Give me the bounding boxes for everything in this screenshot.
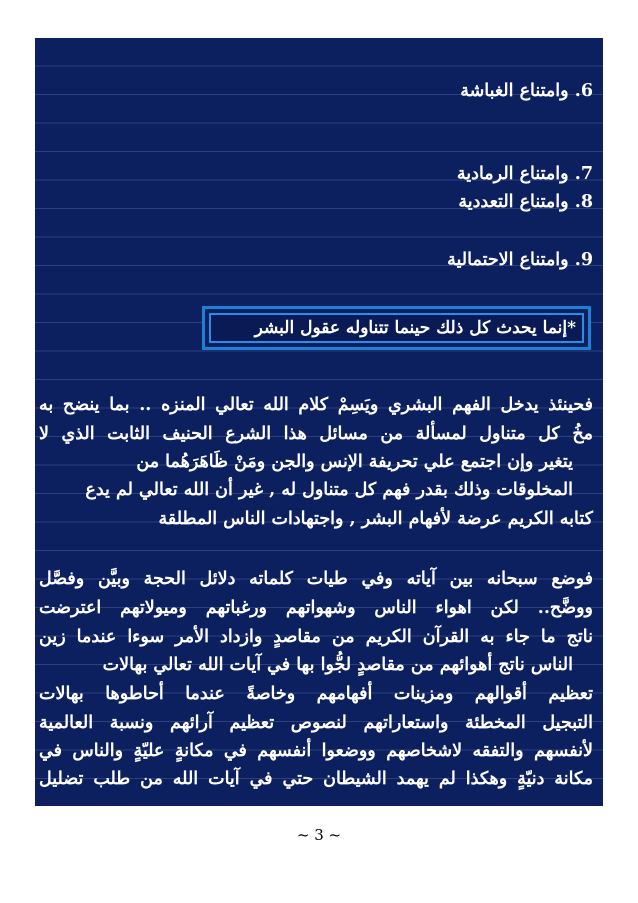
list-item-7: 7. وامتناع الرمادية	[456, 164, 593, 184]
paragraph2-line-5: تعظيم أقوالهم ومزينات أفهامهم وخاصةً عندما أحاطوها بهالات	[39, 684, 593, 704]
paragraph2-line-2: ووضَّح.. لكن اهواء الناس وشهواتهم ورغباتهم وميولاتهم اعترضت	[39, 598, 593, 618]
paragraph2-line-1: فوضع سبحانه بين آياته وفي طيات كلماته دلائل الحجة وبيَّن وفصَّل	[39, 569, 593, 589]
callout-box	[202, 306, 591, 350]
paragraph2-line-8: مكانة دنيّةٍ وهكذا لم يهمد الشيطان حتي في آيات الله من طلب تضليل	[39, 769, 593, 789]
paragraph1-line-4: المخلوقات وذلك بقدر فهم كل متناول له , غير أن الله تعالي لم يدع	[85, 480, 573, 500]
list-item-6: 6. وامتناع الغباشة	[460, 81, 593, 101]
page-number: ~ 3 ~	[296, 826, 342, 844]
list-item-9: 9. وامتناع الاحتمالية	[447, 250, 593, 270]
list-item-8: 8. وامتناع التعددية	[458, 192, 593, 212]
paragraph2-line-3: ناتج ما جاء به القرآن الكريم من مقاصدٍ وازداد الأمر سوءا عندما زين	[39, 627, 593, 647]
document-panel	[35, 38, 603, 806]
paragraph1-line-1: فحينئذ يدخل الفهم البشري ويَسِمْ كلام الله تعالي المنزه .. بما ينضح به	[39, 395, 593, 415]
callout-text: *إنما يحدث كل ذلك حينما تتناوله عقول البشر	[254, 318, 576, 338]
callout-inner-frame	[209, 313, 584, 343]
paragraph1-line-3: يتغير وإن اجتمع علي تحريفة الإنس والجن ومَنْ ظَاهَرَهُما من	[136, 452, 573, 472]
paragraph2-line-6: التبجيل المخطئة واستعاراتهم لنصوص تعظيم آرائهم ونسبة العالمية	[39, 713, 593, 733]
paragraph1-line-5: كتابه الكريم عرضة لأفهام البشر , واجتهادات الناس المطلقة	[158, 509, 593, 529]
paragraph2-line-4: الناس ناتج أهوائهم من مقاصدٍ لجُّوا بها في آيات الله تعالي بهالات	[102, 655, 573, 675]
paragraph2-line-7: لأنفسهم والتفقه لاشخاصهم ووضعوا أنفسهم في مكانةٍ عليّةٍ والناس في	[39, 741, 593, 761]
paragraph1-line-2: مخُ كل متناول لمسألة من مسائل هذا الشرع الحنيف الثابت الذي لا	[39, 424, 593, 444]
